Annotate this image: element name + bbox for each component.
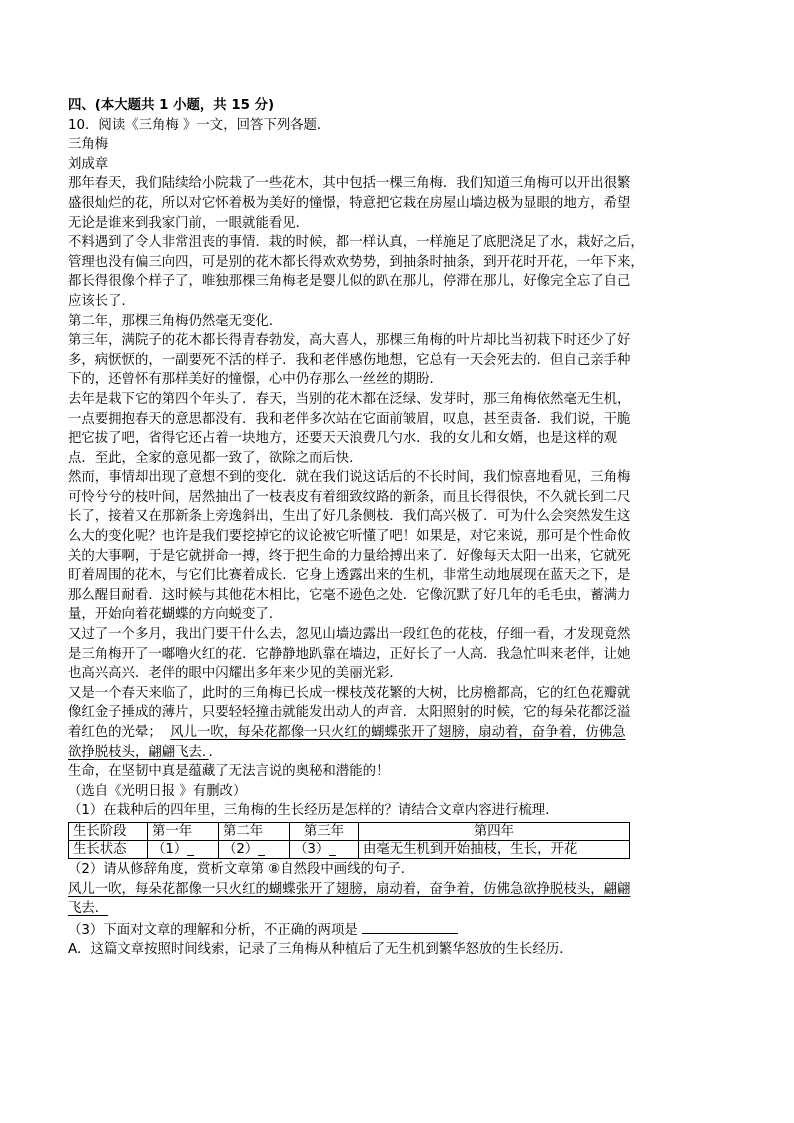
article-line-with-underline: [68, 723, 768, 743]
article-line: 么大的变化呢？也许是我们要挖掉它的议论被它听懂了吧！如果是，对它来说，那可是个性命攸: [68, 529, 631, 545]
article-line: 多，病恹恹的，一副要死不活的样子．我和老伴感伤地想，它总有一天会死去的．但自己亲手种: [68, 352, 631, 368]
question-2: （2）请从修辞角度，赏析文章第 ⑧自然段中画线的句子．: [68, 861, 415, 877]
article-line: 那么醒目耐看．这时候与其他花木相比，它毫不逊色之处．它像沉默了好几年的毛毛虫，蓄满力: [68, 587, 631, 603]
option-a: A．这篇文章按照时间线索，记录了三角梅从种植后了无生机到繁华怒放的生长经历．: [68, 942, 573, 958]
question-intro: 10．阅读《三角梅 》一文，回答下列各题．: [68, 117, 331, 133]
article-line: 下的，还曾怀有那样美好的憧憬，心中仍存那么一丝丝的期盼．: [68, 372, 443, 388]
table-header-row: [69, 822, 630, 840]
article-line: 是三角梅开了一嘟噜火红的花．它静静地趴靠在墙边，正好长了一人高．我急忙叫来老伴，让她: [68, 646, 631, 662]
article-author: 刘成章: [68, 156, 109, 172]
closing-line: 生命，在坚韧中真是蕴藏了无法言说的奥秘和潜能的！: [68, 764, 390, 780]
article-line: 都长得很像个样子了，唯独那棵三角梅老是婴儿似的趴在那儿，停滞在那儿，好像完全忘了自己: [68, 274, 631, 290]
table-header-cell: 第三年: [290, 822, 359, 840]
line-lead: 着红色的光晕；: [68, 725, 162, 740]
article-line: 一点要拥抱春天的意思都没有．我和老伴多次站在它面前皱眉，叹息，甚至责备．我们说，干脆: [68, 411, 631, 427]
table-header-cell: 第四年: [359, 822, 630, 840]
article-line: 不料遇到了令人非常沮丧的事情．栽的时候，都一样认真，一样施足了底肥浇足了水，栽好之后，: [68, 235, 644, 251]
table-cell: 由毫无生机到开始抽枝，生长，开花: [359, 840, 630, 858]
article-line: 无论是谁来到我家门前，一眼就能看见．: [68, 215, 310, 231]
article-line: 点．至此，全家的意见都一致了，欲除之而后快．: [68, 450, 363, 466]
document-page: [68, 96, 768, 960]
answer-blank[interactable]: [362, 919, 458, 934]
growth-table: [68, 822, 630, 859]
article-line: 长了，接着又在那新条上旁逸斜出，生出了好几条侧枝．我们高兴极了．可为什么会突然发生这: [68, 509, 631, 525]
article-body: [68, 174, 768, 801]
article-line: 可怜兮兮的枝叶间，居然抽出了一枝表皮有着细致纹路的新条，而且长得很快，不久就长到二尺: [68, 489, 631, 505]
quoted-sentence: 风儿一吹，每朵花都像一只火红的蝴蝶张开了翅膀，扇动着，奋争着，仿佛急欲挣脱枝头，翩翩: [68, 881, 631, 897]
answer-blank-1[interactable]: （1）_: [148, 840, 219, 858]
underlined-sentence: 风儿一吹，每朵花都像一只火红的蝴蝶张开了翅膀，扇动着，奋争着，仿佛急: [170, 725, 626, 740]
table-header-cell: 生长阶段: [69, 822, 148, 840]
article-line: 又是一个春天来临了，此时的三角梅已长成一棵枝茂花繁的大树，比房檐都高，它的红色花瓣就: [68, 685, 631, 701]
article-line: 盯着周围的花木，与它们比赛着成长．它身上透露出来的生机，非常生动地展现在蓝天之下，是: [68, 568, 631, 584]
question-1: （1）在栽种后的四年里，三角梅的生长经历是怎样的？请结合文章内容进行梳理．: [68, 803, 559, 819]
article-line: 关的大事啊，于是它就拼命一搏，终于把生命的力量给搏出来了．好像每天太阳一出来，它就死: [68, 548, 631, 564]
article-line: 第三年，满院子的花木都长得青春勃发，高大喜人，那棵三角梅的叶片却比当初栽下时还少了好: [68, 333, 631, 349]
table-header-cell: 第一年: [148, 822, 219, 840]
answer-blank-3[interactable]: （3）_: [290, 840, 359, 858]
article-line: 把它拔了吧，省得它还占着一块地方，还要天天浪费几勺水．我的女儿和女婿，也是这样的观: [68, 431, 618, 447]
article-line: 管理也没有偏三向四，可是别的花木都长得欢欢势势，到抽条时抽条，到开花时开花，一年下来，: [68, 254, 644, 270]
article-line: 第二年，那棵三角梅仍然毫无变化．: [68, 313, 283, 329]
underlined-sentence-cont: 欲挣脱枝头，翩翩飞去．: [68, 744, 209, 760]
article-source: （选自《光明日报 》有删改）: [68, 783, 247, 799]
article-line: 然而，事情却出现了意想不到的变化．就在我们说这话后的不长时间，我们惊喜地看见，三角梅: [68, 470, 631, 486]
article-line: 像红金子捶成的薄片，只要轻轻撞击就能发出动人的声音．太阳照射的时候，它的每朵花都泛溢: [68, 705, 631, 721]
quoted-sentence-cont: 飞去．: [68, 901, 109, 917]
table-header-cell: 第二年: [219, 822, 290, 840]
article-line: 又过了一个多月，我出门要干什么去，忽见山墙边露出一段红色的花枝，仔细一看，才发现竟然: [68, 627, 631, 643]
article-title: 三角梅: [68, 137, 109, 153]
article-line: 应该长了．: [68, 293, 135, 309]
section-heading: 四、(本大题共 1 小题，共 15 分): [68, 98, 275, 113]
question-3: [68, 919, 768, 941]
underlined-sentence-end: ．: [208, 744, 222, 760]
article-line: 也高兴高兴．老伴的眼中闪耀出多年来少见的美丽光彩．: [68, 666, 403, 682]
article-line: 量，开始向着花蝴蝶的方向蜕变了．: [68, 607, 283, 623]
answer-blank-2[interactable]: （2）_: [219, 840, 290, 858]
article-line: 那年春天，我们陆续给小院栽了一些花木，其中包括一棵三角梅．我们知道三角梅可以开出很繁: [68, 176, 631, 192]
table-cell: 生长状态: [69, 840, 148, 858]
article-line: [68, 743, 768, 763]
table-row: [69, 840, 630, 858]
article-line: 去年是栽下它的第四个年头了．春天，当别的花木都在泛绿、发芽时，那三角梅依然毫无生机，: [68, 391, 631, 407]
article-line: 盛很灿烂的花，所以对它怀着极为美好的憧憬，特意把它栽在房屋山墙边极为显眼的地方，希望: [68, 195, 631, 211]
question-3-text: （3）下面对文章的理解和分析，不正确的两项是: [68, 922, 358, 938]
